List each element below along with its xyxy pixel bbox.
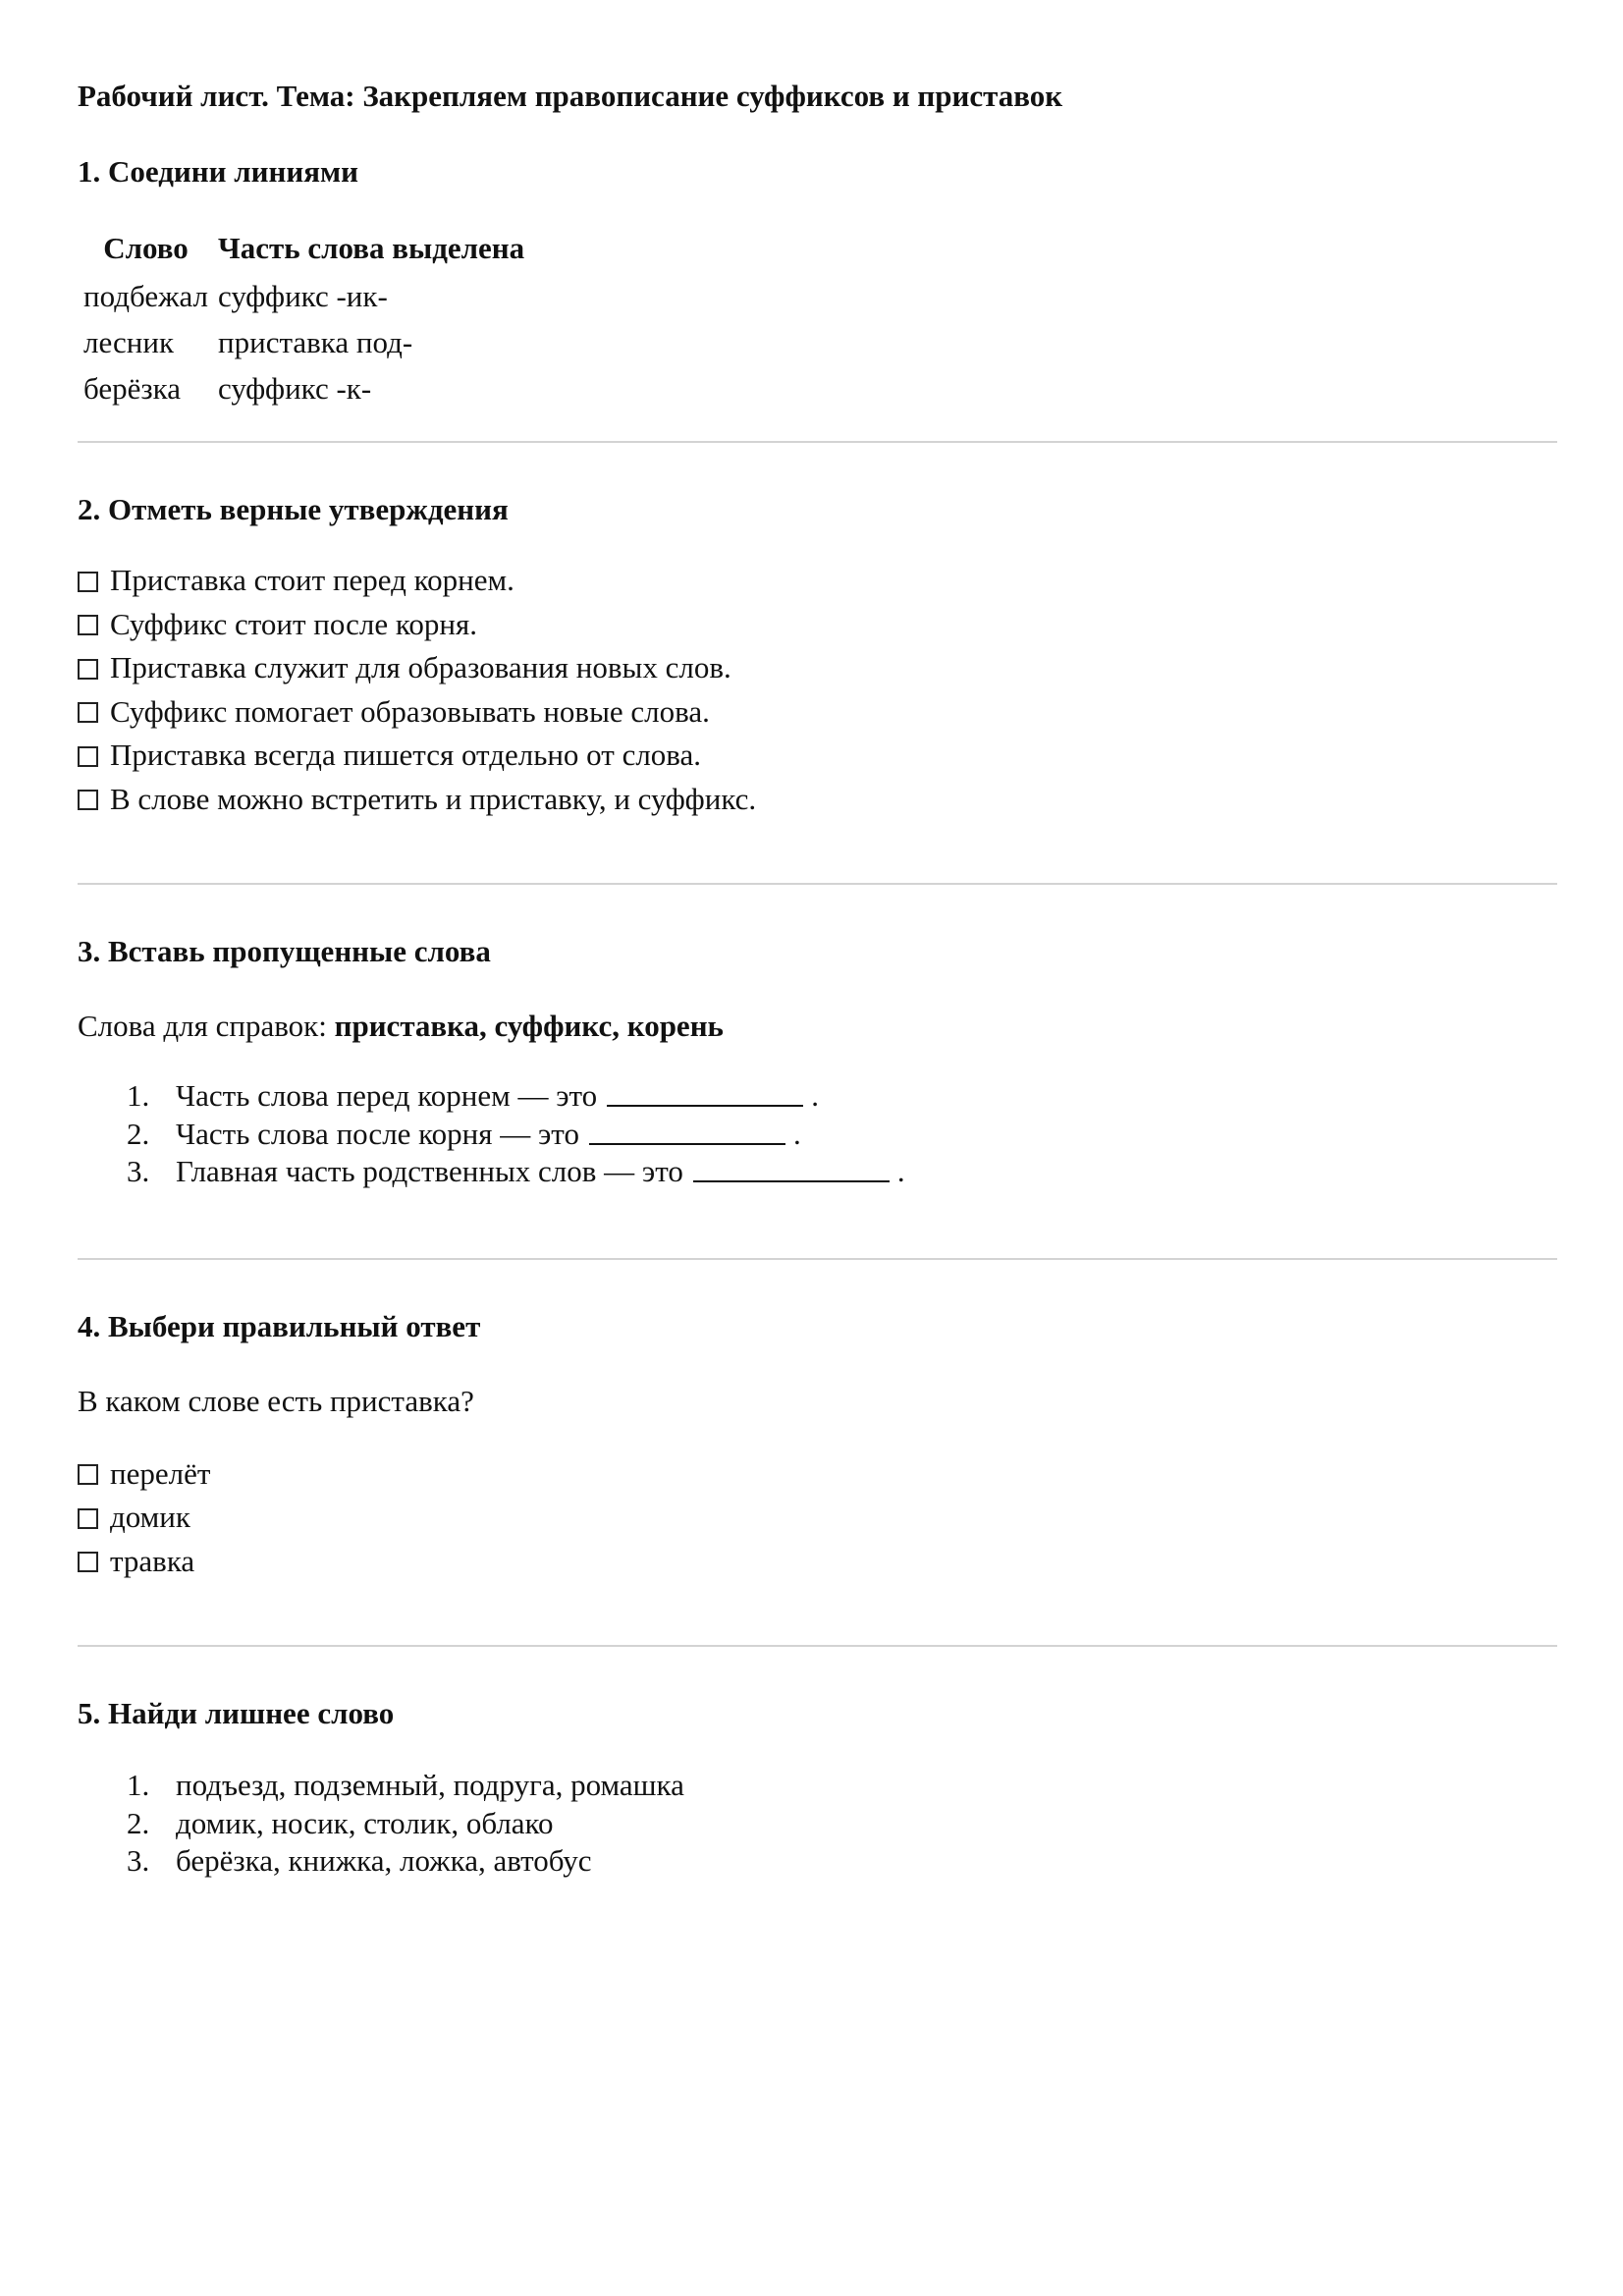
item-text: берёзка, книжка, ложка, автобус bbox=[176, 1843, 592, 1878]
list-item bbox=[78, 1842, 1557, 1881]
table-row bbox=[81, 273, 526, 319]
statement-label: В слове можно встретить и приставку, и суффикс. bbox=[110, 781, 757, 816]
statement-item[interactable] bbox=[78, 734, 1557, 778]
part-cell: суффикс -к- bbox=[218, 371, 372, 406]
table-row bbox=[81, 365, 526, 411]
list-item bbox=[78, 1805, 1557, 1843]
table-row bbox=[81, 319, 526, 365]
item-text: домик, носик, столик, облако bbox=[176, 1805, 554, 1840]
part-cell: суффикс -ик- bbox=[218, 279, 388, 313]
list-item bbox=[78, 1767, 1557, 1805]
checkbox[interactable] bbox=[78, 790, 98, 810]
statement-label: Суффикс помогает образовывать новые слова. bbox=[110, 693, 710, 729]
checkbox[interactable] bbox=[78, 1552, 98, 1572]
item-text: подъезд, подземный, подруга, ромашка bbox=[176, 1768, 684, 1802]
answer-blank[interactable] bbox=[693, 1153, 890, 1182]
statement-item[interactable] bbox=[78, 646, 1557, 690]
statement-label: Суффикс стоит после корня. bbox=[110, 606, 477, 641]
option-label: перелёт bbox=[110, 1455, 211, 1491]
task3-heading: 3. Вставь пропущенные слова bbox=[78, 934, 491, 968]
item-number: 1. bbox=[127, 1078, 150, 1113]
reference-label: Слова для справок: bbox=[78, 1009, 327, 1043]
statement-label: Приставка стоит перед корнем. bbox=[110, 563, 514, 597]
fill-in-list bbox=[78, 1077, 1557, 1191]
matching-table bbox=[76, 224, 532, 411]
answer-option[interactable] bbox=[78, 1540, 1557, 1584]
item-end: . bbox=[811, 1078, 819, 1113]
statements-list bbox=[78, 559, 1557, 821]
task5-heading: 5. Найди лишнее слово bbox=[78, 1696, 395, 1730]
checkbox[interactable] bbox=[78, 1464, 98, 1485]
item-text: Главная часть родственных слов — это bbox=[176, 1154, 683, 1188]
item-text: Часть слова перед корнем — это bbox=[176, 1078, 598, 1113]
statement-item[interactable] bbox=[78, 559, 1557, 603]
item-number: 1. bbox=[127, 1768, 150, 1802]
statement-label: Приставка всегда пишется отдельно от слова. bbox=[110, 738, 702, 772]
checkbox[interactable] bbox=[78, 615, 98, 635]
word-cell: лесник bbox=[83, 325, 175, 359]
worksheet-title: Рабочий лист. Тема: Закрепляем правописание суффиксов и приставок bbox=[78, 79, 1063, 113]
checkbox[interactable] bbox=[78, 572, 98, 592]
odd-word-list bbox=[78, 1767, 1557, 1881]
item-number: 3. bbox=[127, 1843, 150, 1878]
checkbox[interactable] bbox=[78, 1508, 98, 1529]
answer-blank[interactable] bbox=[589, 1116, 785, 1145]
list-item bbox=[78, 1153, 1557, 1191]
checkbox[interactable] bbox=[78, 702, 98, 723]
statement-item[interactable] bbox=[78, 778, 1557, 822]
worksheet bbox=[78, 77, 1557, 1881]
answer-option[interactable] bbox=[78, 1452, 1557, 1497]
list-item bbox=[78, 1077, 1557, 1116]
column-header-word: Слово bbox=[103, 231, 189, 265]
answer-option[interactable] bbox=[78, 1496, 1557, 1540]
answer-blank[interactable] bbox=[607, 1077, 803, 1107]
statement-item[interactable] bbox=[78, 603, 1557, 647]
word-cell: берёзка bbox=[83, 371, 181, 406]
answer-options bbox=[78, 1452, 1557, 1584]
task4-heading: 4. Выбери правильный ответ bbox=[78, 1308, 481, 1343]
column-header-part: Часть слова выделена bbox=[218, 231, 525, 265]
option-label: домик bbox=[110, 1500, 190, 1534]
item-number: 2. bbox=[127, 1805, 150, 1840]
word-cell: подбежал bbox=[83, 279, 209, 313]
reference-word-list: приставка, суффикс, корень bbox=[334, 1009, 724, 1043]
reference-words bbox=[78, 1005, 1557, 1048]
item-number: 2. bbox=[127, 1116, 150, 1151]
task4-question: В каком слове есть приставка? bbox=[78, 1383, 474, 1418]
statement-label: Приставка служит для образования новых слов. bbox=[110, 650, 731, 684]
item-number: 3. bbox=[127, 1154, 150, 1188]
statement-item[interactable] bbox=[78, 690, 1557, 735]
task1-heading: 1. Соедини линиями bbox=[78, 154, 358, 189]
checkbox[interactable] bbox=[78, 659, 98, 680]
checkbox[interactable] bbox=[78, 746, 98, 767]
option-label: травка bbox=[110, 1543, 195, 1578]
item-end: . bbox=[896, 1154, 905, 1188]
list-item bbox=[78, 1116, 1557, 1154]
item-end: . bbox=[792, 1116, 801, 1151]
item-text: Часть слова после корня — это bbox=[176, 1116, 579, 1151]
part-cell: приставка под- bbox=[218, 325, 413, 359]
task2-heading: 2. Отметь верные утверждения bbox=[78, 492, 509, 526]
